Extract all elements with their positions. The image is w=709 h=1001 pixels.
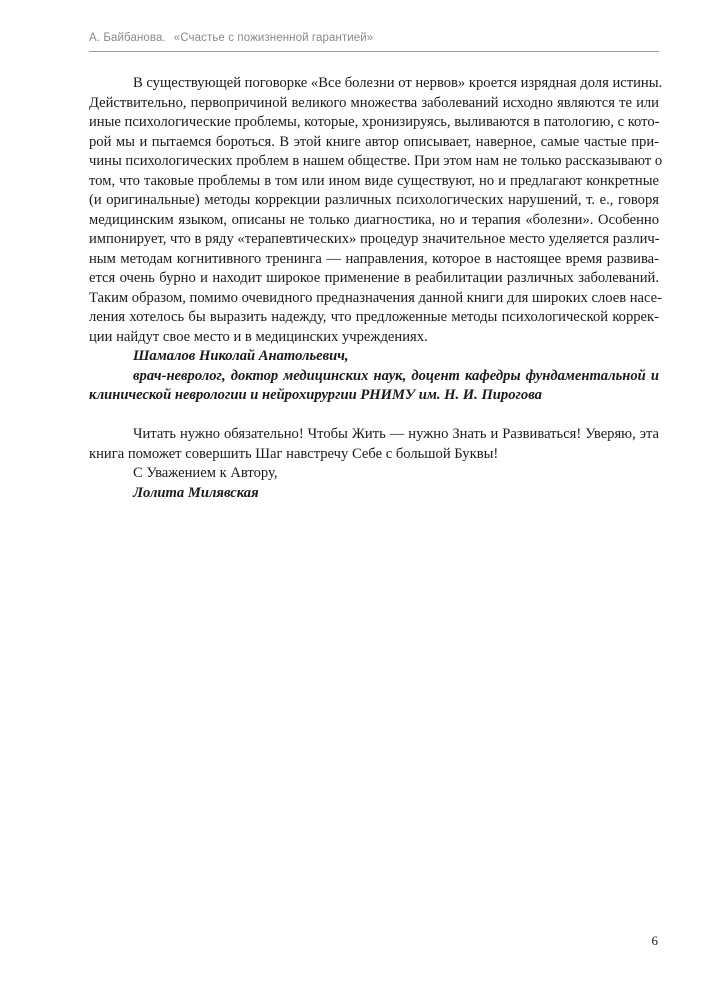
text-line: книга поможет совершить Шаг навстречу Себе с большой Буквы! xyxy=(89,445,499,462)
text-line: медицинским языком, описаны не только диагностика, но и терапия «болезни». Особенно xyxy=(89,211,659,228)
page-body xyxy=(89,74,663,503)
text-line: ции найдут свое место и в медицинских учреждениях. xyxy=(89,328,428,345)
page-number: 6 xyxy=(651,933,658,948)
paragraph-spacer xyxy=(89,406,659,426)
review-paragraph xyxy=(89,74,663,347)
text-line: ления хотелось бы выразить надежду, что предложенные методы психологической коррек- xyxy=(89,309,659,325)
reviewer-position: клинической неврологии и нейрохирургии РНИМУ им. Н. И. Пирогова xyxy=(89,387,542,403)
text-line: В существующей поговорке «Все болезни от нервов» кроется изрядная доля истины. xyxy=(133,75,663,91)
text-line: том, что таковые проблемы в том или ином виде существуют, но и предлагают конкретные xyxy=(89,172,659,189)
text-line: ным методам когнитивного тренинга — направления, которое в настоящее время развива- xyxy=(89,250,659,267)
reviewer-signature xyxy=(89,347,659,406)
text-line: Таким образом, помимо очевидного предназначения данной книги для широких слоев насе- xyxy=(89,289,663,306)
text-line: ется очень бурно и находит широкое применение в реабилитации различных заболеваний. xyxy=(89,270,659,286)
endorser-signature: Лолита Милявская xyxy=(133,484,259,501)
text-line: Читать нужно обязательно! Чтобы Жить — нужно Знать и Развиваться! Уверяю, эта xyxy=(133,426,659,442)
text-line: иные психологические проблемы, которые, хронизируясь, выливаются в патологию, с кото- xyxy=(89,114,660,130)
header-rule xyxy=(89,51,659,52)
text-line: чины психологических проблем в нашем обществе. При этом нам не только рассказывают о xyxy=(89,153,663,169)
text-line: (и оригинальные) методы коррекции различных психологических нарушений, т. е., говоря xyxy=(89,192,659,208)
text-line: рой мы и пытаемся бороться. В этой книге автор описывает, наверное, самые частые при- xyxy=(89,133,659,150)
header-author: А. Байбанова. xyxy=(89,32,166,44)
header-book-title: «Счастье с пожизненной гарантией» xyxy=(173,32,374,44)
endorsement-paragraph xyxy=(89,425,659,503)
text-line: импонирует, что в ряду «терапевтических» процедур значительное место уделяется различ- xyxy=(89,231,660,247)
reviewer-name: Шамалов Николай Анатольевич, xyxy=(133,348,349,364)
running-header xyxy=(89,32,659,44)
reviewer-position: врач-невролог, доктор медицинских наук, доцент кафедры фундаментальной и xyxy=(133,367,659,384)
text-line: Действительно, первопричиной великого множества заболеваний исходно являются те или xyxy=(89,94,659,111)
closing-line: С Уважением к Автору, xyxy=(133,465,278,481)
